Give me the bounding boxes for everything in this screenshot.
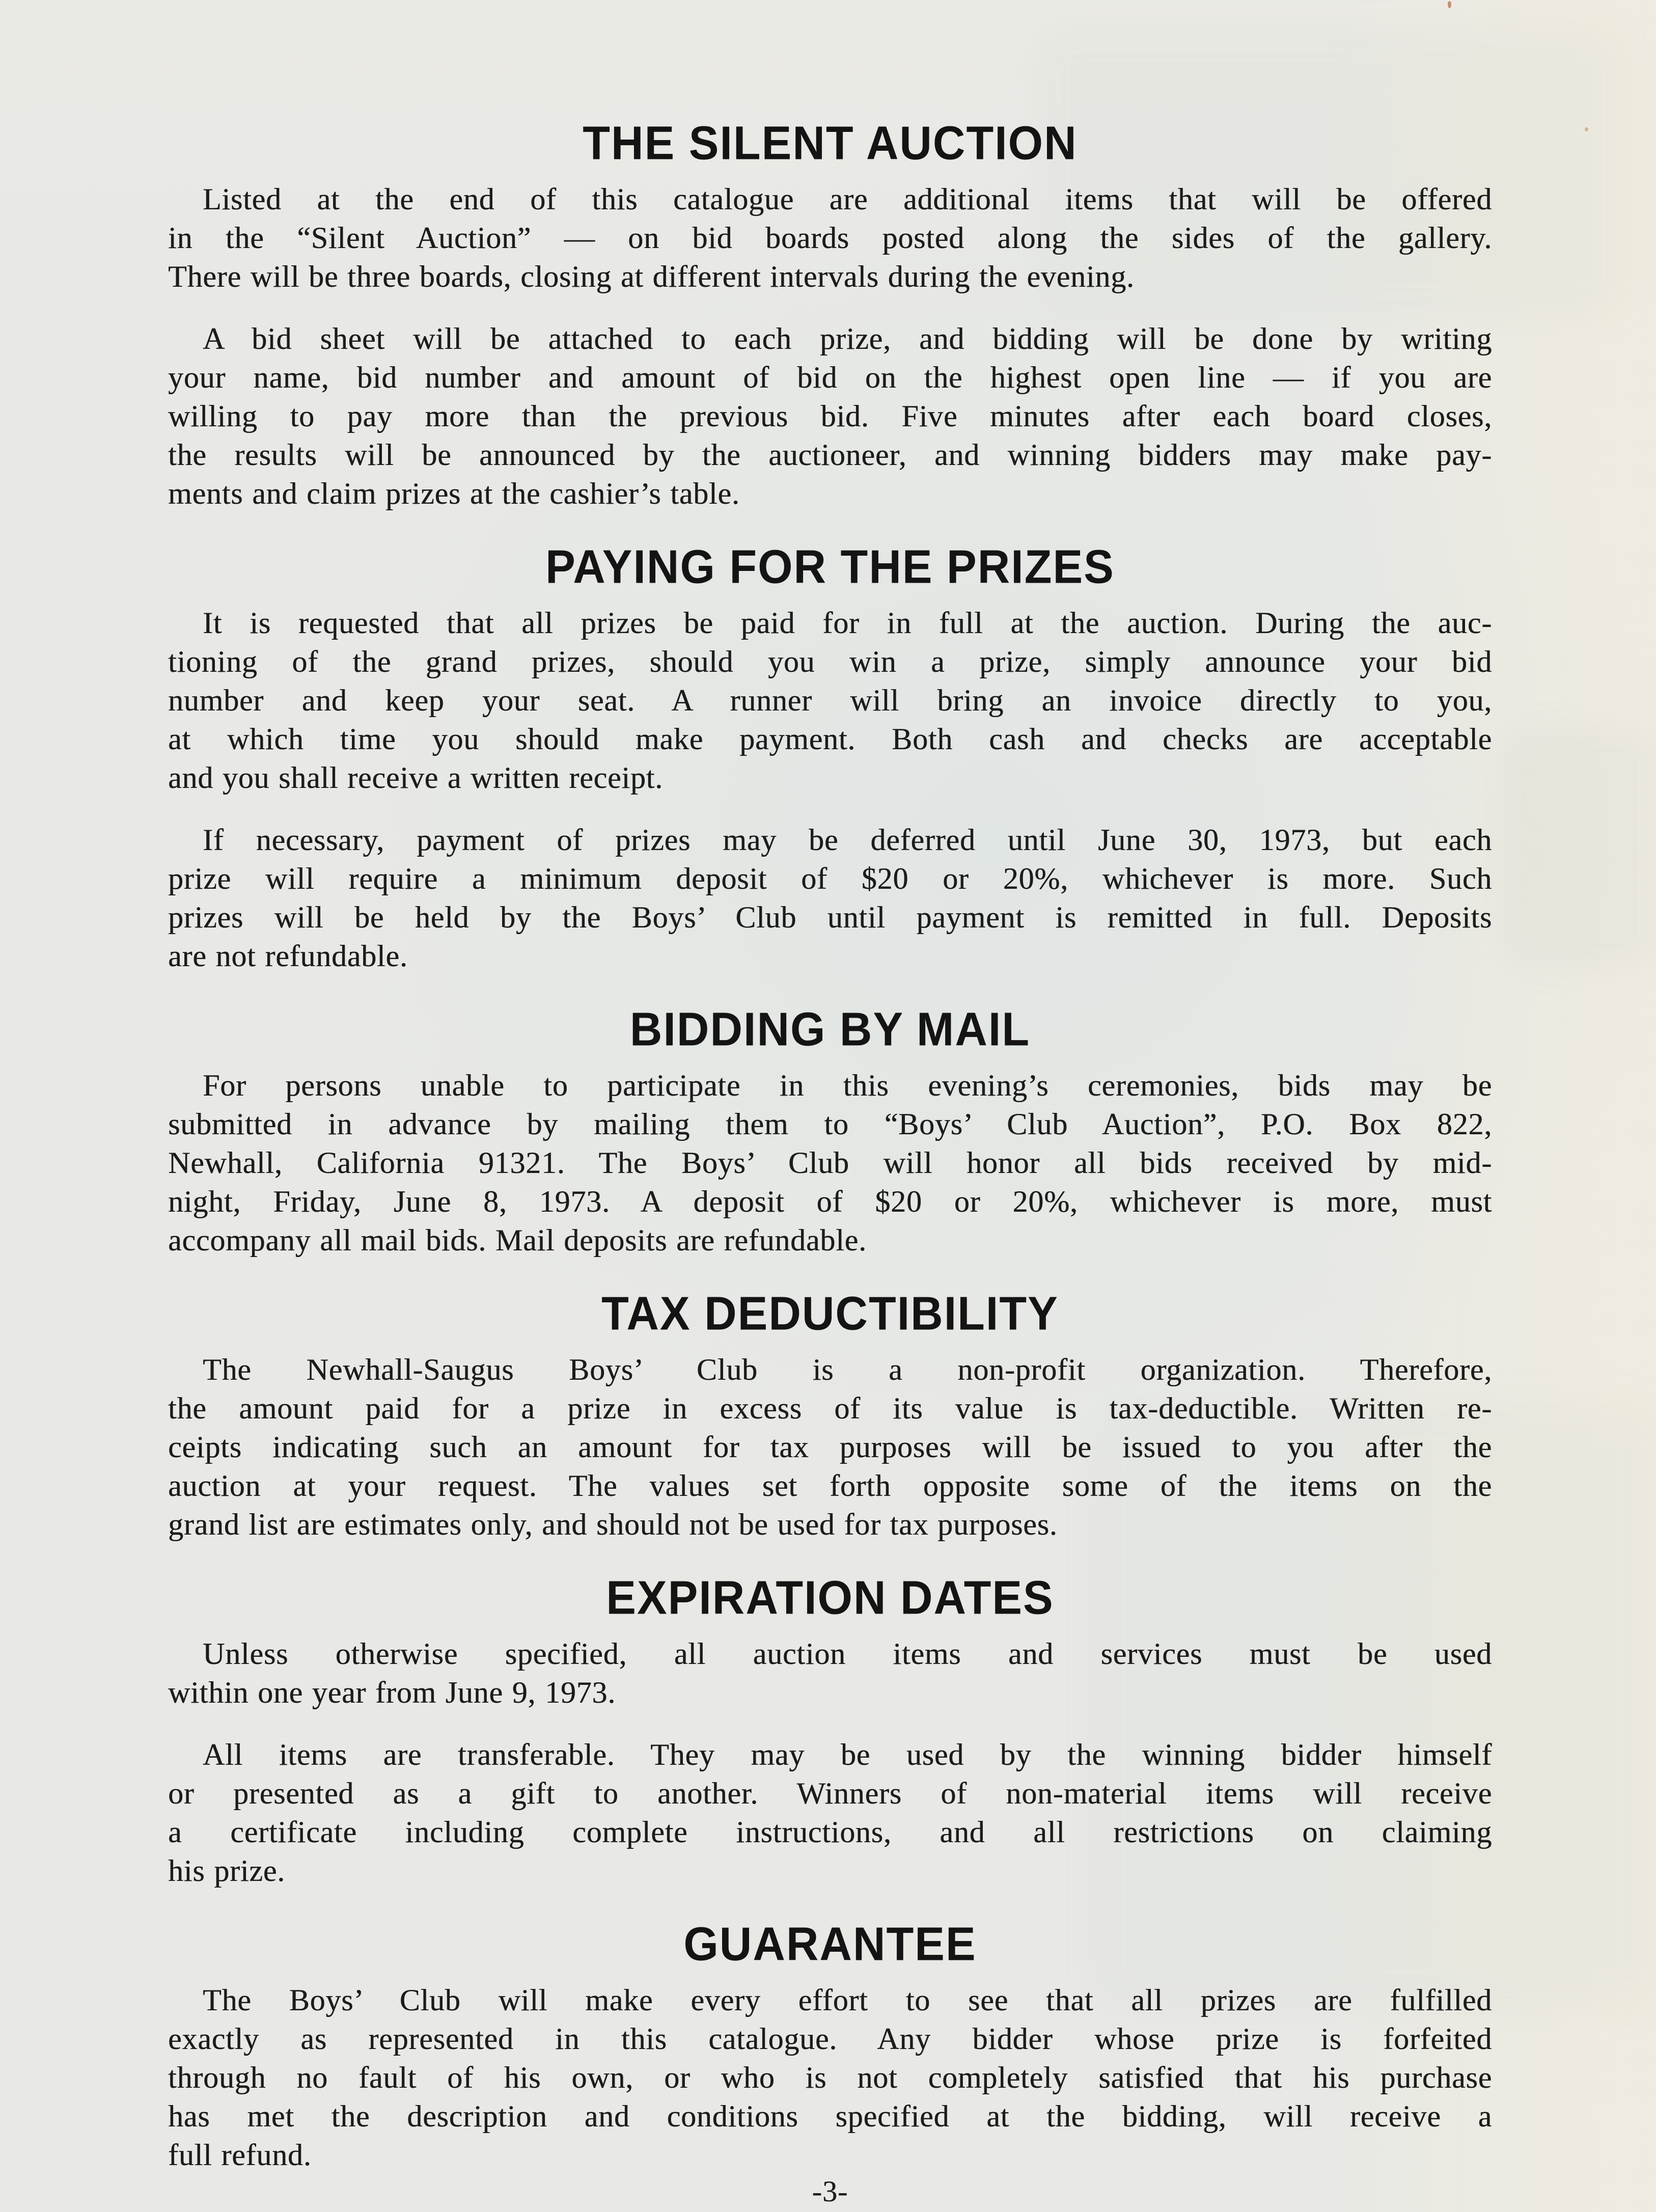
text-line: Newhall, California 91321. The Boys’ Club will honor all bids received by mid- bbox=[168, 1146, 1492, 1180]
text-line: grand list are estimates only, and should not be used for tax purposes. bbox=[168, 1508, 1058, 1541]
text-line: his prize. bbox=[168, 1854, 285, 1888]
text-line: For persons unable to participate in this evening’s ceremonies, bids may be bbox=[203, 1069, 1492, 1102]
text-line: the amount paid for a prize in excess of its value is tax-deductible. Written re- bbox=[168, 1391, 1492, 1425]
page-number: -3- bbox=[812, 2175, 848, 2208]
section-heading-the-silent-auction: THE SILENT AUCTION bbox=[583, 116, 1078, 170]
text-line: willing to pay more than the previous bid. Five minutes after each board closes, bbox=[168, 399, 1492, 433]
text-line: ceipts indicating such an amount for tax purposes will be issued to you after the bbox=[168, 1430, 1492, 1464]
text-line: There will be three boards, closing at different intervals during the evening. bbox=[168, 260, 1135, 293]
text-line: prize will require a minimum deposit of $20 or 20%, whichever is more. Such bbox=[168, 862, 1492, 895]
section-expiration-dates bbox=[168, 1571, 1492, 1890]
text-line: exactly as represented in this catalogue. Any bidder whose prize is forfeited bbox=[168, 2022, 1492, 2056]
section-heading-tax-deductibility: TAX DEDUCTIBILITY bbox=[601, 1287, 1059, 1340]
text-line: a certificate including complete instructions, and all restrictions on claiming bbox=[168, 1815, 1492, 1849]
text-line: tioning of the grand prizes, should you win a prize, simply announce your bid bbox=[168, 645, 1492, 678]
text-line: prizes will be held by the Boys’ Club until payment is remitted in full. Deposits bbox=[168, 900, 1492, 934]
text-line: are not refundable. bbox=[168, 939, 408, 973]
text-line: All items are transferable. They may be used by the winning bidder himself bbox=[203, 1738, 1492, 1771]
section-heading-guarantee: GUARANTEE bbox=[683, 1917, 977, 1971]
text-line: submitted in advance by mailing them to “Boys’ Club Auction”, P.O. Box 822, bbox=[168, 1107, 1492, 1141]
paragraph bbox=[168, 1981, 1492, 2174]
text-line: your name, bid number and amount of bid on the highest open line — if you are bbox=[168, 361, 1492, 394]
text-line: night, Friday, June 8, 1973. A deposit of $20 or 20%, whichever is more, must bbox=[168, 1185, 1492, 1218]
text-line: full refund. bbox=[168, 2138, 312, 2172]
text-line: accompany all mail bids. Mail deposits are refundable. bbox=[168, 1223, 867, 1257]
text-line: number and keep your seat. A runner will bring an invoice directly to you, bbox=[168, 684, 1492, 717]
text-line: at which time you should make payment. Both cash and checks are acceptable bbox=[168, 722, 1492, 756]
text-line: A bid sheet will be attached to each prize, and bidding will be done by writing bbox=[203, 322, 1492, 356]
paragraph bbox=[168, 604, 1492, 797]
text-line: Listed at the end of this catalogue are additional items that will be offered bbox=[203, 182, 1492, 216]
paragraph bbox=[168, 1634, 1492, 1712]
text-line: The Newhall-Saugus Boys’ Club is a non-profit organization. Therefore, bbox=[203, 1353, 1492, 1386]
text-line: ments and claim prizes at the cashier’s table. bbox=[168, 477, 740, 510]
section-heading-paying-for-the-prizes: PAYING FOR THE PRIZES bbox=[545, 540, 1115, 593]
paragraph bbox=[168, 821, 1492, 975]
section-guarantee bbox=[168, 1917, 1492, 2174]
paragraph bbox=[168, 180, 1492, 296]
paragraph bbox=[168, 1350, 1492, 1544]
paragraph bbox=[168, 319, 1492, 513]
text-line: the results will be announced by the auctioneer, and winning bidders may make pay- bbox=[168, 438, 1492, 472]
text-line: The Boys’ Club will make every effort to see that all prizes are fulfilled bbox=[203, 1983, 1492, 2017]
text-line: through no fault of his own, or who is not completely satisfied that his purchase bbox=[168, 2061, 1492, 2094]
paragraph bbox=[168, 1735, 1492, 1890]
section-tax-deductibility bbox=[168, 1287, 1492, 1544]
section-heading-expiration-dates: EXPIRATION DATES bbox=[606, 1571, 1054, 1624]
text-line: has met the description and conditions specified at the bidding, will receive a bbox=[168, 2099, 1492, 2133]
text-line: within one year from June 9, 1973. bbox=[168, 1676, 616, 1709]
text-line: It is requested that all prizes be paid for in full at the auction. During the auc- bbox=[203, 606, 1492, 640]
text-line: auction at your request. The values set forth opposite some of the items on the bbox=[168, 1469, 1492, 1503]
section-the-silent-auction bbox=[168, 116, 1492, 513]
document-sections bbox=[168, 116, 1492, 2174]
text-line: in the “Silent Auction” — on bid boards posted along the sides of the gallery. bbox=[168, 221, 1492, 255]
text-line: and you shall receive a written receipt. bbox=[168, 761, 663, 795]
paragraph bbox=[168, 1066, 1492, 1260]
page-footer bbox=[168, 2176, 1492, 2207]
text-line: Unless otherwise specified, all auction items and services must be used bbox=[203, 1637, 1492, 1671]
text-line: If necessary, payment of prizes may be deferred until June 30, 1973, but each bbox=[203, 823, 1492, 857]
section-paying-for-the-prizes bbox=[168, 540, 1492, 975]
text-line: or presented as a gift to another. Winners of non-material items will receive bbox=[168, 1777, 1492, 1810]
section-bidding-by-mail bbox=[168, 1002, 1492, 1260]
section-heading-bidding-by-mail: BIDDING BY MAIL bbox=[629, 1002, 1031, 1056]
